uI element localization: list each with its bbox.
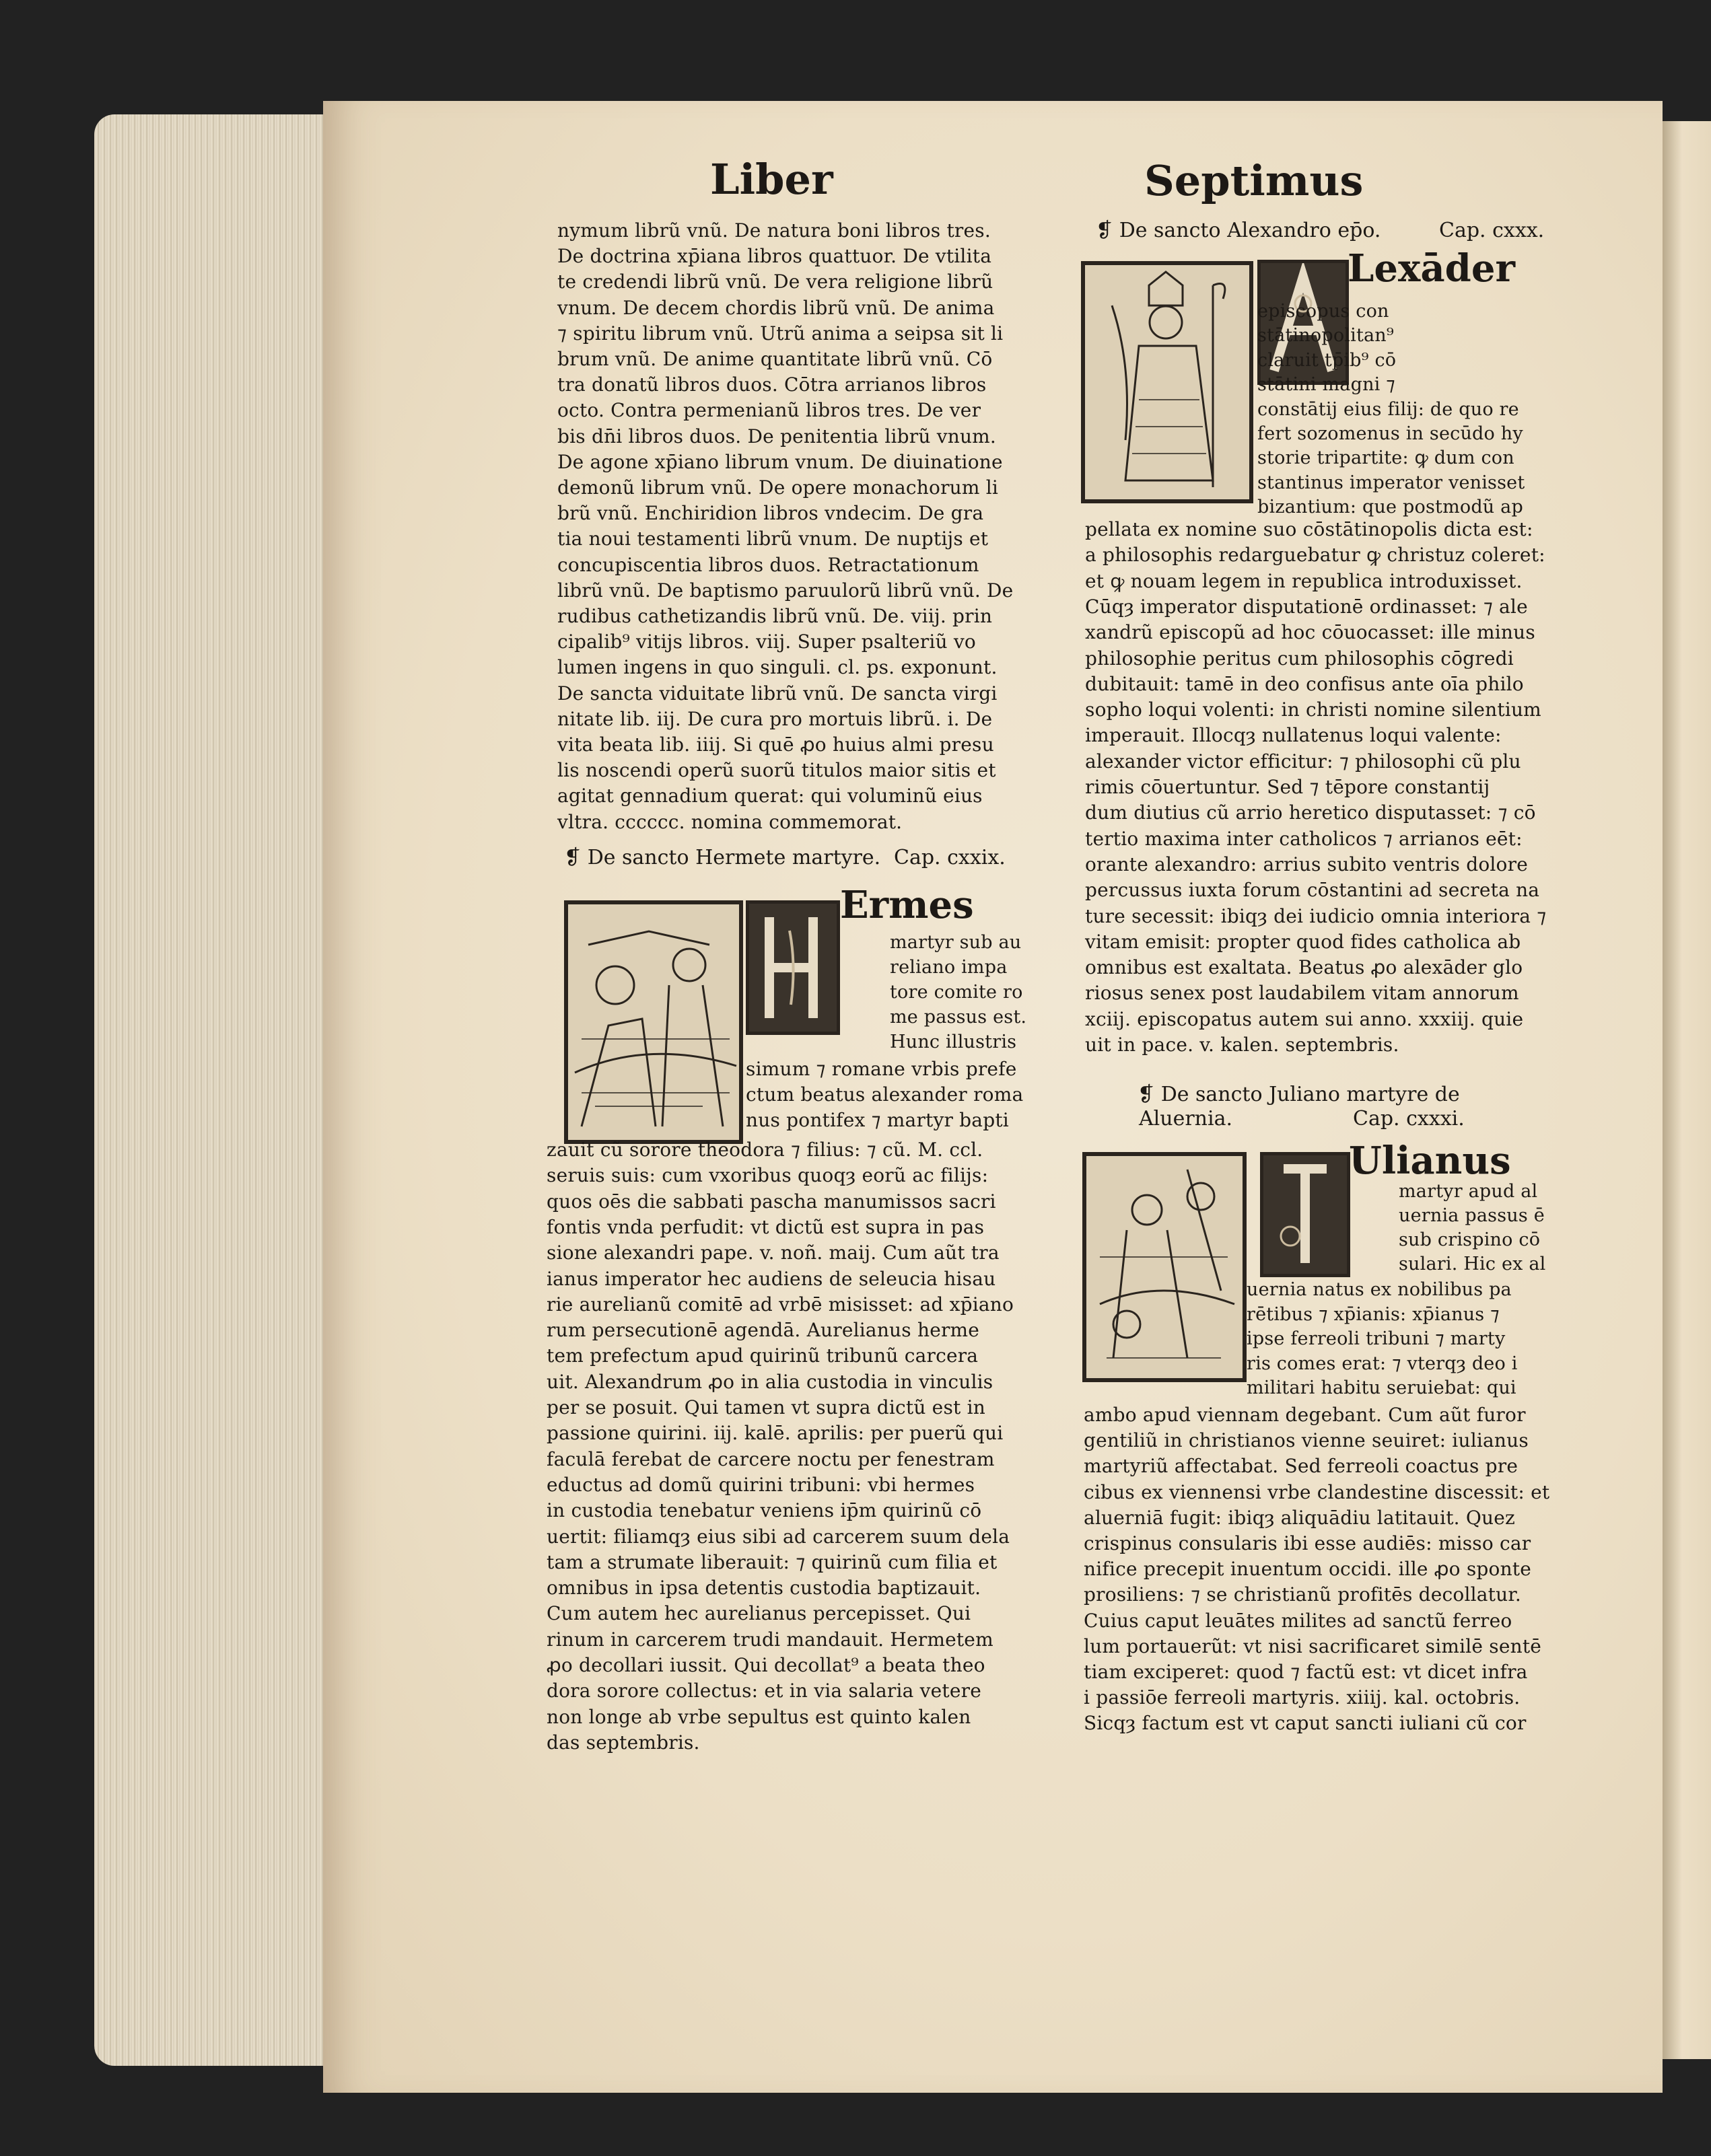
text-line: rum persecutionē agendā. Aurelianus herme [547, 1319, 980, 1342]
rubric-julian-title: De sancto Juliano martyre de [1160, 1083, 1460, 1106]
initial-i-art [1263, 1155, 1347, 1274]
text-line: rie aurelianũ comitē ad vrbē misisset: ad xp̄iano [547, 1293, 1014, 1316]
text-line: passione quirini. iij. kalē. aprilis: per puerũ qui [547, 1422, 1004, 1445]
text-line: octo. Contra permenianũ libros tres. De ver [557, 399, 981, 422]
text-line: i passiōe ferreoli martyris. xiiij. kal. octobris. [1084, 1686, 1521, 1709]
text-line: nymum librũ vnũ. De natura boni libros tres. [557, 219, 991, 242]
text-line: demonũ librum vnũ. De opere monachorum li [557, 476, 999, 499]
rubric-julian-chapter: Cap. cxxxi. [1353, 1107, 1465, 1130]
woodcut-alexander [1081, 261, 1253, 503]
text-line: Cūqȝ imperator disputationē ordinasset: ⁊ ale [1085, 595, 1528, 618]
text-line: De agone xp̄iano librum vnum. De diuinatione [557, 450, 1003, 473]
text-line: reliano impa [890, 957, 1008, 978]
text-line: ꝓo decollari iussit. Qui decollat⁹ a beata theo [547, 1654, 985, 1676]
text-line: faculā ferebat de carcere noctu per fenestram [547, 1447, 995, 1470]
initial-i-ornament [1260, 1152, 1350, 1277]
text-line: ipse ferreoli tribuni ⁊ marty [1247, 1328, 1506, 1349]
rubric-alexander-title: De sancto Alexandro ep̄o. [1119, 219, 1381, 242]
text-line: dum diutius cũ arrio heretico disputasset: ⁊ cō [1085, 801, 1536, 824]
text-line: Hunc illustris [890, 1032, 1017, 1052]
text-line: De doctrina xp̄iana libros quattuor. De vtilita [557, 245, 992, 268]
text-line: militari habitu seruiebat: qui [1247, 1377, 1516, 1398]
text-line: imperauit. Illocqȝ nullatenus loqui valente: [1085, 724, 1502, 747]
text-line: ambo apud viennam degebant. Cum aũt furor [1084, 1404, 1526, 1426]
woodcut-julian-art [1086, 1156, 1243, 1378]
text-line: te credendi librũ vnũ. De vera religione librũ [557, 271, 993, 293]
text-line: lis noscendi operũ suorũ titulos maior sitis et [557, 759, 996, 782]
text-line: crispinus consularis ibi esse audiēs: misso car [1084, 1532, 1531, 1554]
text-line: ture secessit: ibiqȝ dei iudicio omnia interiora ⁊ [1085, 904, 1547, 927]
text-line: in custodia tenebatur veniens ip̄m quirinũ cō [547, 1499, 982, 1522]
initial-word-julian: Ulianus [1349, 1139, 1511, 1183]
text-line: ⁊ spiritu librum vnũ. Utrũ anima a seipsa sit li [557, 322, 1004, 345]
woodcut-hermes [564, 900, 743, 1144]
text-line: claruit tp̄ib⁹ cō [1257, 349, 1397, 371]
text-line: quos oēs die sabbati pascha manumissos sacri [547, 1190, 996, 1213]
facing-page-edge [1663, 121, 1711, 2059]
text-line: seruis suis: cum vxoribus quoqȝ eorũ ac filijs: [547, 1164, 989, 1187]
initial-word-hermes: Ermes [840, 883, 974, 927]
text-line: xandrũ episcopũ ad hoc cōuocasset: ille minus [1085, 621, 1535, 644]
rubric-julian [1138, 1083, 1460, 1106]
text-line: cibus ex viennensi vrbe clandestine discessit: et [1084, 1480, 1550, 1503]
text-line: constātij eius filij: de quo re [1257, 398, 1519, 420]
text-line: uertit: filiamqȝ eius sibi ad carcerem suum dela [547, 1525, 1010, 1548]
rubric-hermes-title: De sancto Hermete martyre. [587, 846, 881, 869]
text-line: martyr sub au [890, 932, 1022, 953]
text-line: rudibus cathetizandis librũ vnũ. De. viij. prin [557, 605, 993, 627]
text-line: per se posuit. Qui tamen vt supra dictũ est in [547, 1396, 985, 1418]
text-line: uit in pace. v. kalen. septembris. [1085, 1034, 1399, 1056]
text-line: fontis vnda perfudit: vt dictũ est supra in pas [547, 1215, 985, 1238]
text-line: tem prefectum apud quirinũ tribunũ carcera [547, 1344, 979, 1367]
text-line: a philosophis redarguebatur ꝙ christuz coleret: [1085, 544, 1545, 567]
text-line: omnibus est exaltata. Beatus ꝓo alexāder glo [1085, 956, 1523, 979]
text-line: ris comes erat: ⁊ vterqȝ deo i [1247, 1353, 1518, 1374]
text-line: nitate lib. iij. De cura pro mortuis librũ. i. De [557, 707, 993, 730]
text-line: sopho loqui volenti: in christi nomine silentium [1085, 698, 1541, 721]
text-line: simum ⁊ romane vrbis prefe [746, 1058, 1017, 1080]
text-line: vltra. cccccc. nomina commemorat. [557, 810, 903, 833]
header-septimus: Septimus [1144, 156, 1364, 205]
text-line: martyriũ affectabat. Sed ferreoli coactus pre [1084, 1455, 1518, 1478]
rubric-julian-place: Aluernia. [1139, 1107, 1233, 1130]
text-line: ctum beatus alexander roma [746, 1083, 1024, 1106]
text-line: storie tripartite: ꝙ dum con [1257, 447, 1514, 469]
text-line: orante alexandro: arrius subito ventris dolore [1085, 853, 1528, 875]
text-line: zauit cũ sorore theodora ⁊ filius: ⁊ cũ. M. ccl. [547, 1139, 983, 1161]
text-line: gentiliũ in christianos vienne seuiret: iulianus [1084, 1429, 1529, 1452]
text-line: das septembris. [547, 1731, 700, 1754]
text-line: Sicqȝ factum est vt caput sancti iuliani cũ cor [1084, 1712, 1527, 1735]
text-line: bizantium: que postmodũ ap [1257, 497, 1523, 518]
text-line: pellata ex nomine suo cōstātinopolis dicta est: [1085, 518, 1533, 540]
text-line: Cum autem hec aurelianus percepisset. Qui [547, 1602, 971, 1625]
woodcut-hermes-art [568, 904, 739, 1140]
text-line: concupiscentia libros duos. Retractationum [557, 553, 979, 576]
text-line: alexander victor efficitur: ⁊ philosophi cũ plu [1085, 750, 1521, 772]
text-line: sulari. Hic ex al [1399, 1254, 1546, 1274]
text-line: uit. Alexandrum ꝓo in alia custodia in vinculis [547, 1370, 993, 1393]
text-line: tam a strumate liberauit: ⁊ quirinũ cum filia et [547, 1550, 998, 1573]
text-line: brum vnũ. De anime quantitate librũ vnũ. Cō [557, 348, 993, 370]
text-line: tiam exciperet: quod ⁊ factũ est: vt dicet infra [1084, 1661, 1528, 1683]
text-line: fert sozomenus in secūdo hy [1257, 423, 1523, 444]
initial-h-ornament [746, 900, 840, 1035]
rubric-hermes-chapter: Cap. cxxix. [894, 846, 1006, 869]
text-line: lum portauerũt: vt nisi sacrificaret similē sentē [1084, 1634, 1542, 1657]
woodcut-julian [1082, 1152, 1247, 1382]
woodcut-alexander-art [1085, 265, 1249, 499]
text-line: brũ vnũ. Enchiridion libros vndecim. De gra [557, 502, 984, 525]
paragraph-mark-icon: ❡ [564, 846, 582, 869]
text-line: xciij. episcopatus autem sui anno. xxxiij. quie [1085, 1007, 1524, 1030]
text-line: ianus imperator hec audiens de seleucia hisau [547, 1267, 996, 1290]
text-line: episcopus con [1257, 301, 1389, 322]
text-line: me passus est. [890, 1007, 1027, 1028]
text-line: stantinus imperator venisset [1257, 472, 1525, 493]
text-line: tore comite ro [890, 982, 1023, 1003]
text-line: vnum. De decem chordis librũ vnũ. De anima [557, 296, 995, 319]
text-line: philosophie peritus cum philosophis cōgredi [1085, 647, 1514, 670]
initial-h-art [749, 904, 837, 1032]
text-line: riosus senex post laudabilem vitam annorum [1085, 982, 1519, 1005]
text-line: lumen ingens in quo singuli. cl. ps. exponunt. [557, 656, 998, 679]
text-line: rinum in carcerem trudi mandauit. Hermetem [547, 1628, 993, 1651]
text-line: martyr apud al [1399, 1181, 1538, 1202]
text-line: vitam emisit: propter quod fides catholica ab [1085, 930, 1521, 953]
text-line: tra donatũ libros duos. Cōtra arrianos libros [557, 373, 987, 396]
text-line: nifice precepit inuentum occidi. ille ꝓo sponte [1084, 1558, 1532, 1581]
text-line: agitat gennadium querat: qui voluminũ eius [557, 785, 983, 807]
text-line: De sancta viduitate librũ vnũ. De sancta virgi [557, 682, 998, 705]
text-line: rētibus ⁊ xp̄ianis: xp̄ianus ⁊ [1247, 1303, 1500, 1325]
paragraph-mark-icon: ❡ [1096, 219, 1113, 242]
text-line: sub crispino cō [1399, 1229, 1541, 1250]
initial-word-alexander: Lexāder [1348, 246, 1515, 291]
rubric-hermes [564, 847, 880, 869]
text-line: Cuius caput leuātes milites ad sanctũ ferreo [1084, 1609, 1512, 1632]
text-line: vita beata lib. iiij. Si quē ꝓo huius almi presu [557, 733, 994, 756]
page-edges [94, 114, 337, 2066]
text-line: et ꝙ nouam legem in republica introduxisset. [1085, 569, 1523, 592]
text-line: stātini magni ⁊ [1257, 374, 1395, 396]
text-line: percussus iuxta forum cōstantini ad secreta na [1085, 879, 1540, 902]
text-line: bis dn̄i libros duos. De penitentia librũ vnum. [557, 425, 997, 447]
paragraph-mark-icon: ❡ [1138, 1083, 1155, 1106]
text-line: eductus ad domũ quirini tribuni: vbi hermes [547, 1473, 975, 1496]
text-line: librũ vnũ. De baptismo paruulorũ librũ vnũ. De [557, 579, 1014, 602]
text-line: omnibus in ipsa detentis custodia baptizauit. [547, 1577, 981, 1600]
text-line: nus pontifex ⁊ martyr bapti [746, 1109, 1009, 1131]
header-liber: Liber [710, 155, 833, 204]
text-line: non longe ab vrbe sepultus est quinto kalen [547, 1705, 971, 1728]
text-line: tia noui testamenti librũ vnum. De nuptijs et [557, 528, 989, 550]
rubric-alexander-chapter: Cap. cxxx. [1439, 219, 1545, 242]
text-line: uernia natus ex nobilibus pa [1247, 1279, 1512, 1300]
text-line: sione alexandri pape. v. noñ. maij. Cum aũt tra [547, 1242, 1000, 1264]
rubric-alexander [1096, 219, 1381, 242]
text-line: aluerniā fugit: ibiqȝ aliquādiu latitauit. Quez [1084, 1506, 1515, 1529]
text-line: dora sorore collectus: et in via salaria vetere [547, 1680, 981, 1702]
text-line: stātinopolitan⁹ [1257, 325, 1394, 347]
text-line: uernia passus ē [1399, 1205, 1545, 1226]
text-line: prosiliens: ⁊ se christianũ profitēs decollatur. [1084, 1583, 1521, 1606]
text-line: dubitauit: tamē in deo confisus ante oīa philo [1085, 672, 1524, 695]
text-line: rimis cōuertuntur. Sed ⁊ tēpore constantij [1085, 776, 1490, 798]
text-line: cipalib⁹ vitijs libros. viij. Super psalteriũ vo [557, 631, 976, 653]
text-line: tertio maxima inter catholicos ⁊ arrianos eēt: [1085, 827, 1523, 850]
